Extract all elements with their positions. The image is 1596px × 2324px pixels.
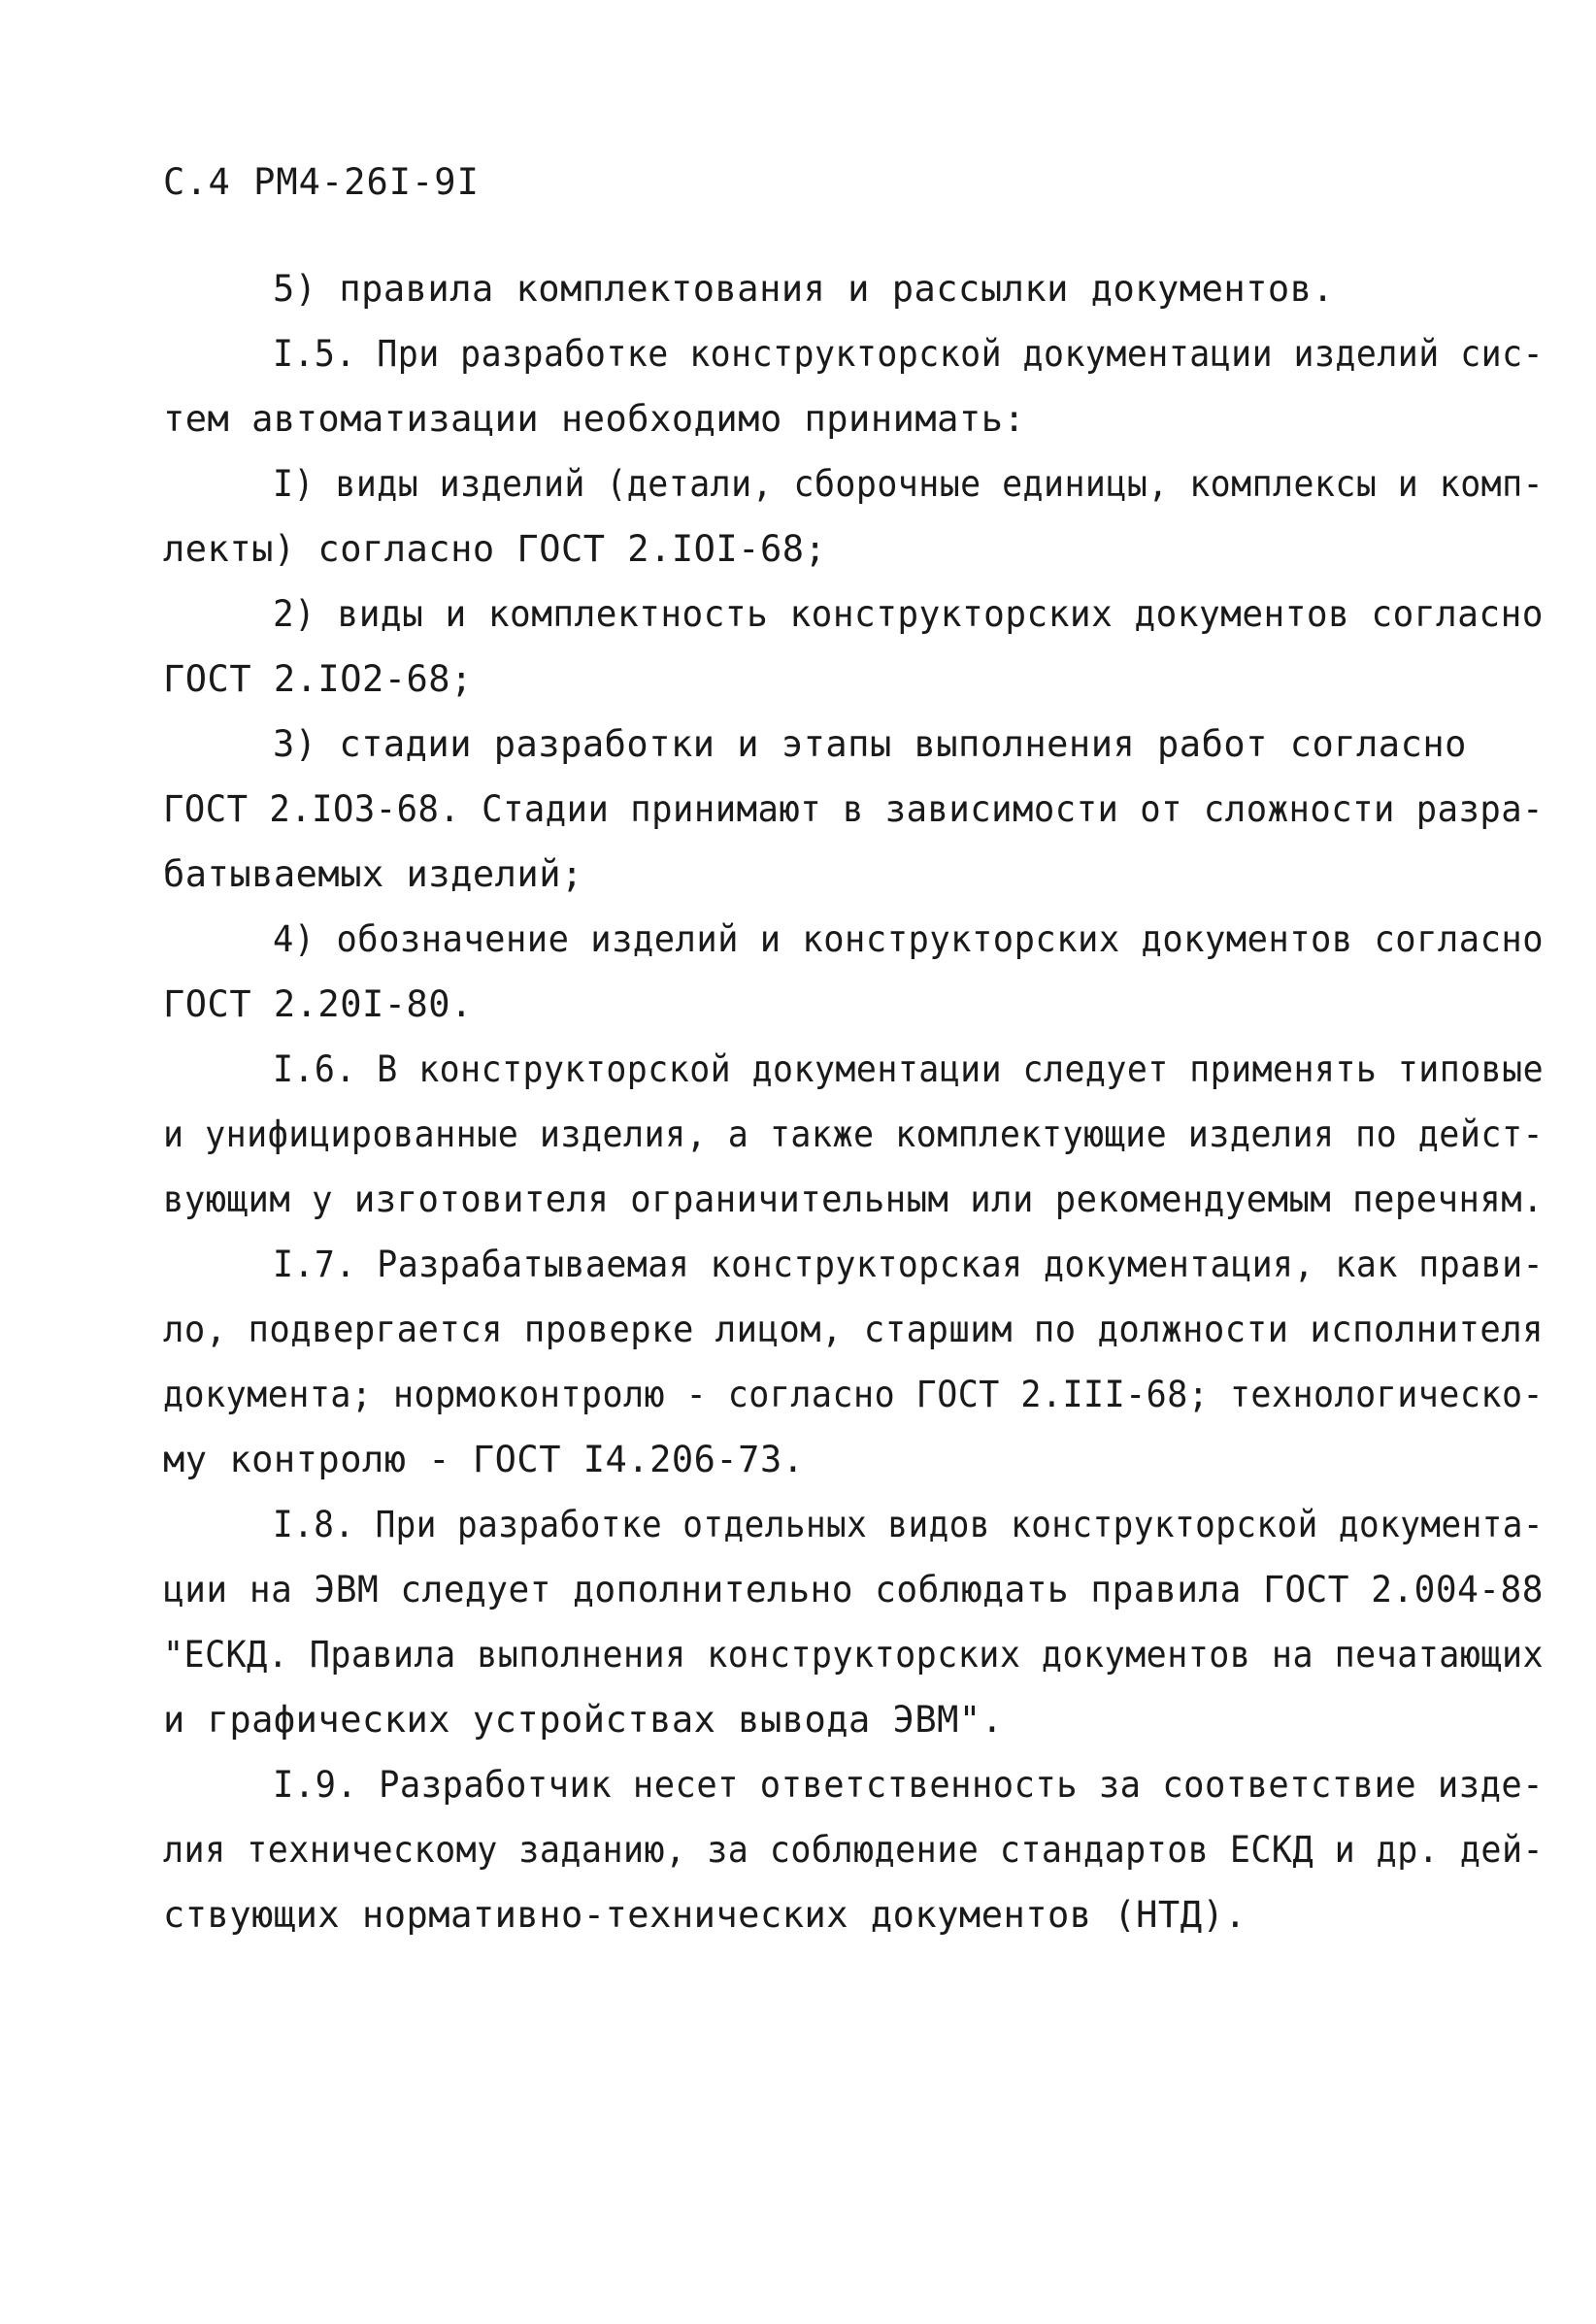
text-line: 4) обозначение изделий и конструкторских документов согласно xyxy=(273,918,1545,960)
text-line: тем автоматизации необходимо принимать: xyxy=(163,398,1026,440)
text-line: "ЕСКД. Правила выполнения конструкторских документов на печатающих xyxy=(163,1634,1545,1676)
text-line: I) виды изделий (детали, сборочные единицы, комплексы и комп- xyxy=(273,463,1545,505)
text-line: I.5. При разработке конструкторской документации изделий сис- xyxy=(273,333,1545,375)
text-line: ГОСТ 2.IO3-68. Стадии принимают в зависимости от сложности разра- xyxy=(163,788,1544,830)
text-line: ствующих нормативно-технических документов (НТД). xyxy=(163,1894,1247,1936)
text-line: ло, подвергается проверке лицом, старшим по должности исполнителя xyxy=(163,1309,1544,1350)
text-line: ции на ЭВМ следует дополнительно соблюдать правила ГОСТ 2.004-88 xyxy=(163,1569,1544,1610)
text-line: вующим у изготовителя ограничительным или рекомендуемым перечням. xyxy=(163,1179,1544,1220)
text-line: ГОСТ 2.IO2-68; xyxy=(163,658,473,700)
page-header: С.4 РМ4-26I-9I xyxy=(163,161,480,203)
text-line: I.9. Разработчик несет ответственность за соответствие изде- xyxy=(273,1764,1545,1806)
text-line: батываемых изделий; xyxy=(163,853,583,895)
text-line: I.8. При разработке отдельных видов конструкторской документа- xyxy=(273,1504,1545,1545)
text-line: лекты) согласно ГОСТ 2.IOI-68; xyxy=(163,528,827,570)
text-line: 5) правила комплектования и рассылки документов. xyxy=(273,268,1335,310)
text-line: I.6. В конструкторской документации следует применять типовые xyxy=(273,1048,1545,1090)
text-line: лия техническому заданию, за соблюдение стандартов ЕСКД и др. дей- xyxy=(163,1829,1545,1871)
text-line: му контролю - ГОСТ I4.206-73. xyxy=(163,1439,805,1480)
text-line: документа; нормоконтролю - согласно ГОСТ 2.III-68; технологическо- xyxy=(163,1374,1545,1415)
text-line: и унифицированные изделия, а также комплектующие изделия по дейст- xyxy=(163,1113,1545,1155)
text-line: ГОСТ 2.20I-80. xyxy=(163,983,473,1025)
text-line: 3) стадии разработки и этапы выполнения работ согласно xyxy=(273,723,1467,765)
text-line: I.7. Разрабатываемая конструкторская документация, как прави- xyxy=(273,1244,1545,1285)
text-line: и графических устройствах вывода ЭВМ". xyxy=(163,1699,1004,1741)
text-line: 2) виды и комплектность конструкторских документов согласно xyxy=(273,593,1544,635)
